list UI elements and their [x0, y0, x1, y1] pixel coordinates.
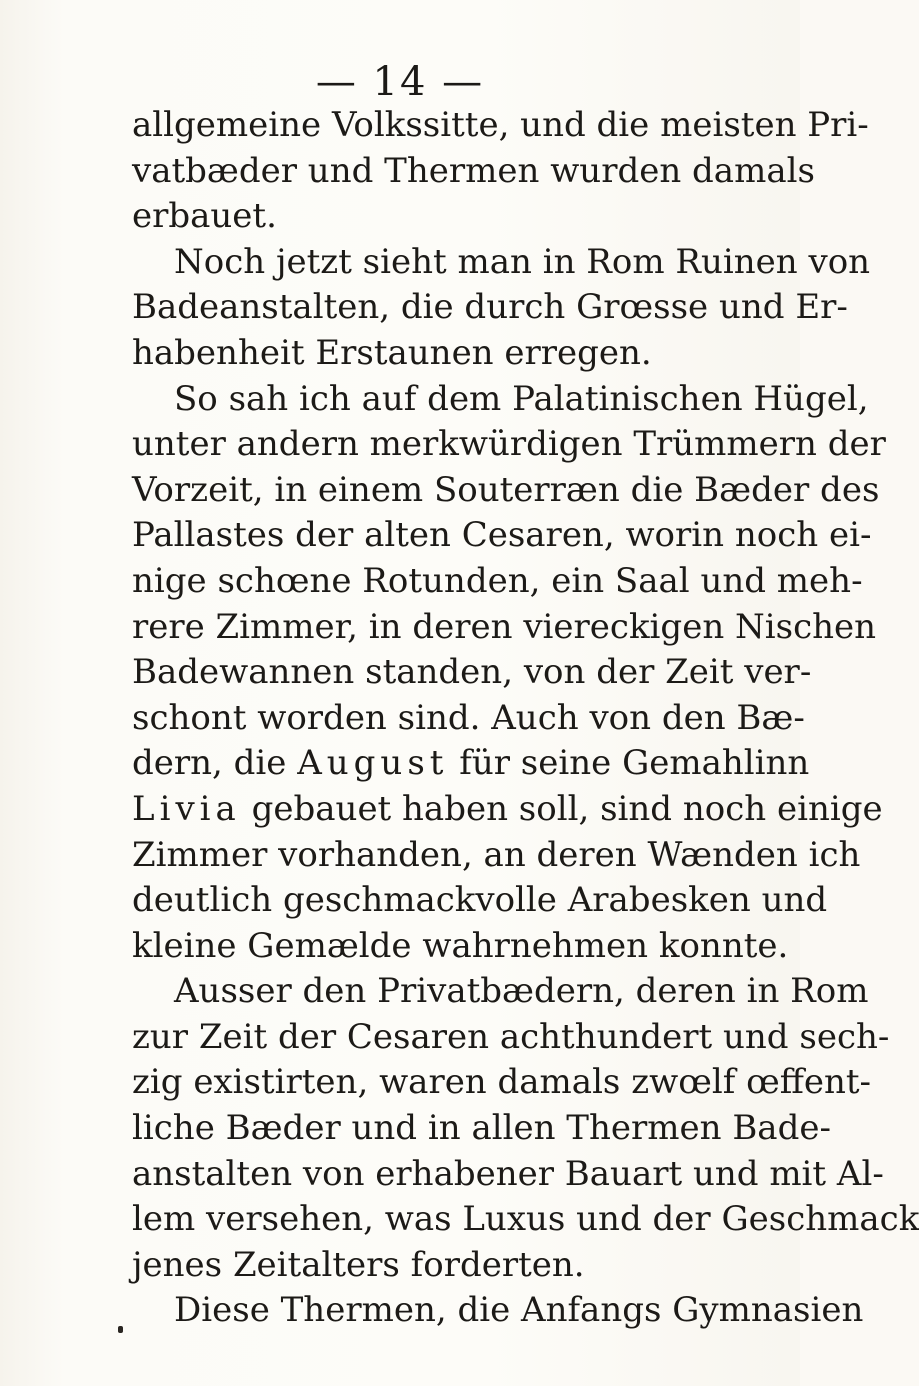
text-line: erbauet. — [132, 196, 277, 237]
text-line: kleine Gemælde wahrnehmen konnte. — [132, 925, 789, 966]
text-line: So sah ich auf dem Palatinischen Hügel, — [174, 378, 869, 419]
text-line: deutlich geschmackvolle Arabesken und — [132, 880, 828, 921]
text-line: habenheit Erstaunen erregen. — [132, 332, 652, 373]
text-line: zur Zeit der Cesaren achthundert und sech- — [132, 1016, 890, 1057]
text-line: Badewannen standen, von der Zeit ver- — [132, 652, 812, 693]
text-line: Ausser den Privatbædern, deren in Rom — [174, 971, 869, 1012]
text-line: zig existirten, waren damals zwœlf œffent- — [132, 1062, 872, 1103]
text-line: anstalten von erhabener Bauart und mit Al- — [132, 1153, 884, 1194]
text-line: unter andern merkwürdigen Trümmern der — [132, 424, 886, 465]
text-line: Noch jetzt sieht man in Rom Ruinen von — [174, 241, 871, 282]
body-text — [132, 103, 919, 1334]
text-line: allgemeine Volkssitte, und die meisten Pri- — [132, 105, 869, 145]
text-line: vatbæder und Thermen wurden damals — [132, 150, 815, 191]
ink-speck — [118, 1326, 123, 1333]
text-line: Pallastes der alten Cesaren, worin noch ei- — [132, 515, 872, 556]
text-line: schont worden sind. Auch von den Bæ- — [132, 697, 805, 738]
text-line: nige schœne Rotunden, ein Saal und meh- — [132, 560, 863, 601]
text-line: liche Bæder und in allen Thermen Bade- — [132, 1108, 831, 1149]
text-line: Diese Thermen, die Anfangs Gymnasien — [174, 1290, 864, 1331]
text-line: Badeanstalten, die durch Grœsse und Er- — [132, 287, 848, 328]
text-line: Livia gebauet haben soll, sind noch einige — [132, 788, 883, 829]
text-line: Zimmer vorhanden, an deren Wænden ich — [132, 834, 861, 875]
emphasized-name: Livia — [132, 788, 241, 829]
text-line: lem versehen, was Luxus und der Geschmack — [132, 1199, 919, 1240]
page-number: — 14 — — [315, 59, 485, 105]
text-line: Vorzeit, in einem Souterræn die Bæder des — [132, 469, 880, 510]
emphasized-name: August — [297, 743, 449, 784]
text-line: jenes Zeitalters forderten. — [132, 1244, 585, 1285]
text-line: rere Zimmer, in deren viereckigen Nischen — [132, 606, 877, 647]
text-line: dern, die August für seine Gemahlinn — [132, 743, 810, 784]
